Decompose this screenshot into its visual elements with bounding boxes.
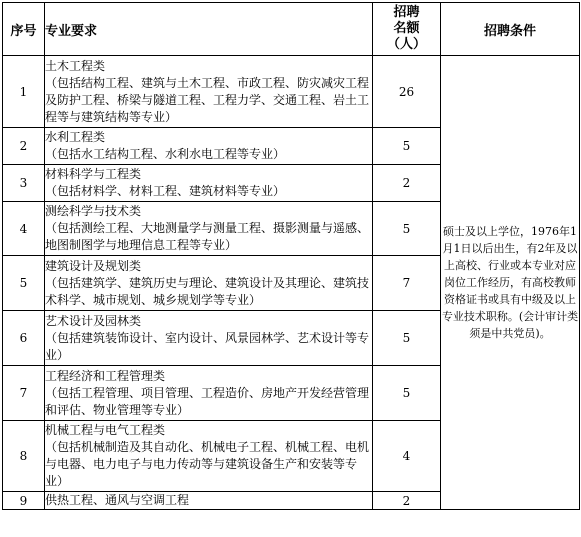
row-quota: 5 [373,128,441,165]
table-row [3,56,580,128]
header-quota-line2: 名额 [393,21,420,36]
row-quota: 5 [373,202,441,256]
row-major [45,492,373,510]
row-major [45,311,373,366]
row-seq: 5 [3,256,45,311]
row-seq: 3 [3,165,45,202]
row-seq: 9 [3,492,45,510]
row-seq: 8 [3,421,45,492]
row-major [45,202,373,256]
header-seq: 序号 [3,3,45,56]
row-seq: 2 [3,128,45,165]
major-category: 机械工程与电气工程类 [45,423,166,437]
major-description: （包括工程管理、项目管理、工程造价、房地产开发经营管理和评估、物业管理等专业） [45,385,370,417]
row-major [45,421,373,492]
major-description: （包括材料学、材料工程、建筑材料等专业） [45,184,286,198]
header-quota-line1: 招聘 [393,5,420,20]
row-major [45,256,373,311]
row-quota: 5 [373,366,441,421]
major-description: （包括机械制造及其自动化、机械电子工程、机械工程、电机与电器、电力电子与电力传动等与建筑设备生产和安装等专业） [45,440,370,488]
major-category: 测绘科学与技术类 [45,204,142,218]
header-row [3,3,580,56]
major-category: 供热工程、通风与空调工程 [45,493,190,507]
recruitment-table [2,2,580,510]
row-seq: 4 [3,202,45,256]
major-category: 建筑设计及规划类 [45,258,142,273]
major-description: （包括水工结构工程、水利水电工程等专业） [45,147,286,161]
row-quota: 7 [373,256,441,311]
row-major [45,165,373,202]
header-quota-line3: （人） [386,37,426,52]
row-quota: 5 [373,311,441,366]
major-description: （包括建筑学、建筑历史与理论、建筑设计及其理论、建筑技术科学、城市规划、城乡规划学等专业） [45,275,370,307]
header-condition: 招聘条件 [441,3,580,56]
major-category: 艺术设计及园林类 [45,313,142,328]
row-seq: 6 [3,311,45,366]
row-quota: 2 [373,492,441,510]
major-description: （包括测绘工程、大地测量学与测量工程、摄影测量与遥感、地图制图学与地理信息工程等专业） [45,221,370,252]
row-seq: 7 [3,366,45,421]
major-category: 土木工程类 [45,58,106,73]
row-quota: 4 [373,421,441,492]
row-major [45,366,373,421]
major-description: （包括建筑装饰设计、室内设计、风景园林学、艺术设计等专业） [45,330,370,362]
row-quota: 26 [373,56,441,128]
row-major [45,56,373,128]
recruitment-conditions: 硕士及以上学位，1976年1月1日以后出生，有2年及以上高校、行业或本专业对应岗位工作经历，有高校教师资格证书或具有中级及以上专业技术职称。(会计审计类须是中共党员)。 [441,56,580,510]
major-category: 工程经济和工程管理类 [45,368,166,383]
major-category: 水利工程类 [45,130,106,144]
major-category: 材料科学与工程类 [45,167,142,181]
row-quota: 2 [373,165,441,202]
row-major [45,128,373,165]
header-major: 专业要求 [45,3,373,56]
row-seq: 1 [3,56,45,128]
major-description: （包括结构工程、建筑与土木工程、市政工程、防灾减灾工程及防护工程、桥梁与隧道工程、工程力学、交通工程、岩土工程等与建筑结构等专业） [45,75,370,124]
header-quota [373,3,441,56]
